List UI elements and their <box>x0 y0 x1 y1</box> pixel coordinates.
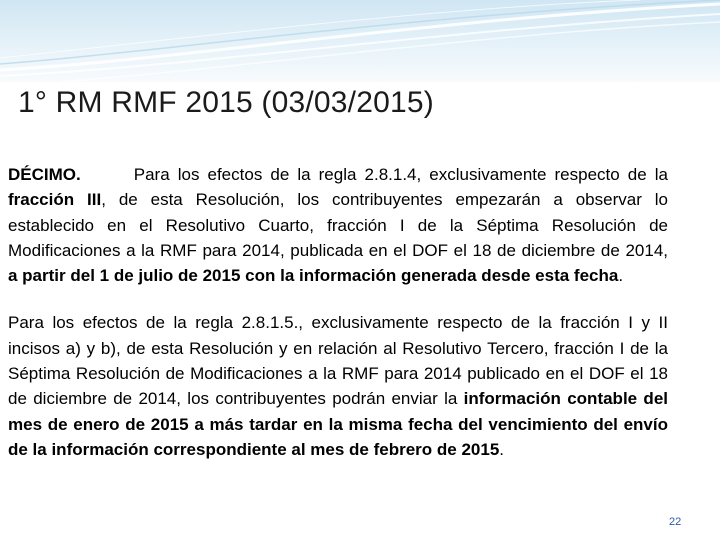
paragraph-bold: a partir del 1 de julio de 2015 con la información generada desde esta fecha <box>8 266 619 286</box>
paragraph-decimo <box>8 162 668 288</box>
paragraph-text: , de esta Resolución, los contribuyentes empezarán a observar lo establecido en el Resolutivo Cuarto, fracción I de la Séptima Resolución de Modificaciones a la RMF para 2014, publicada en el DOF el 18 de diciembre de 2014, <box>8 190 668 260</box>
paragraph-text: Para los efectos de la regla 2.8.1.5., exclusivamente respecto de la fracción I y II incisos a) y b), de esta Resolución y en relación al Resolutivo Tercero, fracción I de la Séptima Resolución de Modificaciones a la RMF para 2014 publicado en el DOF el 18 de diciembre de 2014, los contribuyentes podrán enviar la <box>8 313 668 409</box>
paragraph-regla <box>8 310 668 462</box>
paragraph-bold: fracción III <box>8 190 102 210</box>
header-swoosh-decoration <box>0 0 720 82</box>
paragraph-text: Para los efectos de la regla 2.8.1.4, exclusivamente respecto de la <box>133 165 668 184</box>
paragraph-text: . <box>618 266 624 286</box>
paragraph-text: . <box>499 439 505 459</box>
page-number: 22 <box>669 516 682 528</box>
paragraph-heading: DÉCIMO. <box>8 165 81 184</box>
paragraph-bold: información contable del mes de enero de 2015 a más tardar en la misma fecha del vencimiento del envío de la información correspondiente al mes de febrero de 2015 <box>8 389 668 459</box>
slide-body <box>8 162 668 462</box>
slide-title: 1° RM RMF 2015 (03/03/2015) <box>18 86 434 119</box>
